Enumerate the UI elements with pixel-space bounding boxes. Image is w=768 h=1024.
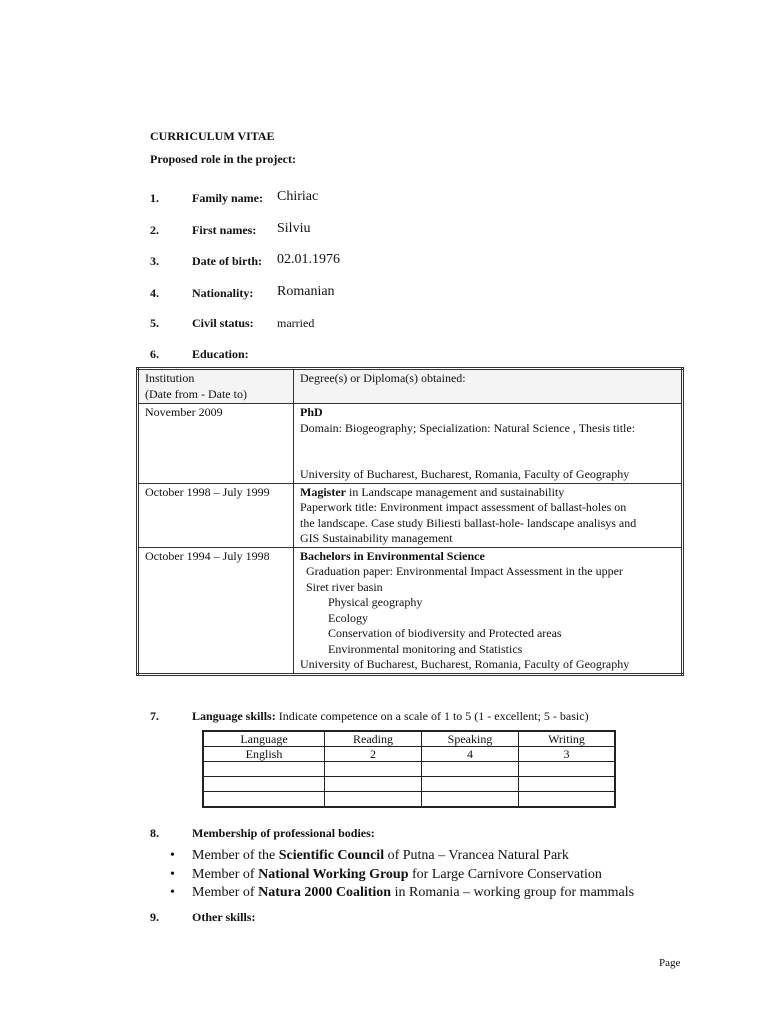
education-date: October 1994 – July 1998	[138, 547, 294, 674]
reading-cell: 2	[325, 747, 422, 762]
speaking-cell: 4	[422, 747, 519, 762]
university-line: University of Bucharest, Bucharest, Romania, Faculty of Geography	[300, 657, 630, 671]
education-row-magister	[138, 483, 683, 547]
reading-cell	[325, 777, 422, 792]
writing-column-header: Writing	[519, 731, 616, 747]
degree-detail-line: Siret river basin	[306, 579, 383, 594]
section-number: 8.	[150, 826, 159, 840]
degree-detail-line: the landscape. Case study Biliesti ballast-hole- landscape analisys and	[300, 515, 637, 530]
field-number: 3.	[150, 254, 159, 268]
membership-text: for Large Carnivore Conservation	[408, 866, 602, 882]
date-range-header-line: (Date from - Date to)	[145, 386, 247, 401]
language-cell: English	[203, 747, 325, 762]
degree-title: Magister	[300, 484, 346, 499]
education-heading: Education:	[192, 347, 249, 361]
membership-text: Member of	[192, 885, 259, 900]
bullet-icon: •	[170, 848, 175, 863]
degree-subject: in Landscape management and sustainability	[345, 484, 565, 499]
degree-title: PhD	[300, 405, 323, 419]
degree-detail-line: Graduation paper: Environmental Impact Assessment in the upper	[306, 564, 623, 578]
first-names-value: Silviu	[277, 221, 311, 236]
speaking-column-header: Speaking	[422, 731, 519, 747]
membership-body-name: National Working Group	[258, 866, 409, 882]
speaking-cell	[422, 777, 519, 792]
language-table-header	[203, 731, 615, 747]
section-number: 9.	[150, 910, 159, 924]
membership-text: Member of the	[192, 848, 279, 863]
field-number: 2.	[150, 223, 159, 237]
degree-title: Bachelors in Environmental Science	[300, 548, 485, 563]
degree-header-text: Degree(s) or Diploma(s) obtained:	[300, 371, 466, 385]
language-column-header: Language	[203, 731, 325, 747]
reading-cell	[325, 792, 422, 808]
civil-status-label: Civil status:	[192, 316, 254, 330]
education-details	[294, 483, 683, 547]
section-number: 6.	[150, 347, 159, 361]
bullet-icon: •	[170, 885, 175, 900]
membership-item	[170, 884, 634, 903]
membership-heading: Membership of professional bodies:	[192, 826, 375, 840]
membership-body-name: Scientific Council	[278, 848, 385, 863]
language-skills-description: Indicate competence on a scale of 1 to 5 (1 - excellent; 5 - basic)	[275, 709, 589, 723]
reading-column-header: Reading	[325, 731, 422, 747]
field-number: 4.	[150, 286, 159, 300]
education-date: October 1998 – July 1999	[138, 483, 294, 547]
degree-header	[294, 369, 683, 404]
membership-item	[170, 847, 634, 866]
field-number: 1.	[150, 191, 159, 205]
family-name-label: Family name:	[192, 191, 263, 205]
degree-detail-line: GIS Sustainability management	[300, 531, 453, 545]
document-title: CURRICULUM VITAE	[150, 129, 275, 143]
subject-item: Conservation of biodiversity and Protected areas	[328, 626, 562, 640]
education-row-phd	[138, 404, 683, 484]
degree-detail-line: Paperwork title: Environment impact assessment of ballast-holes on	[300, 500, 627, 514]
family-name-value: Chiriac	[277, 189, 319, 204]
subject-item: Ecology	[328, 610, 368, 625]
writing-cell	[519, 777, 616, 792]
language-row	[203, 762, 615, 777]
education-details	[294, 404, 683, 484]
degree-detail-line: Domain: Biogeography; Specialization: Natural Science , Thesis title:	[300, 420, 636, 435]
writing-cell: 3	[519, 747, 616, 762]
proposed-role-label: Proposed role in the project:	[150, 152, 296, 166]
nationality-value: Romanian	[277, 284, 335, 299]
education-date: November 2009	[138, 404, 294, 484]
writing-cell	[519, 792, 616, 808]
language-cell	[203, 777, 325, 792]
date-of-birth-label: Date of birth:	[192, 254, 262, 268]
education-row-bachelors	[138, 547, 683, 674]
education-details	[294, 547, 683, 674]
section-number: 7.	[150, 709, 159, 723]
institution-header-line: Institution	[145, 371, 195, 385]
language-cell	[203, 792, 325, 808]
language-table	[202, 730, 616, 808]
membership-text: of Putna – Vrancea Natural Park	[384, 848, 569, 863]
other-skills-heading: Other skills:	[192, 910, 256, 924]
education-table	[136, 367, 684, 676]
page-footer-label: Page	[659, 957, 681, 969]
civil-status-value: married	[277, 316, 315, 330]
membership-body-name: Natura 2000 Coalition	[258, 885, 392, 900]
language-row	[203, 792, 615, 808]
reading-cell	[325, 762, 422, 777]
language-row	[203, 777, 615, 792]
field-number: 5.	[150, 316, 159, 330]
subject-item: Environmental monitoring and Statistics	[328, 641, 523, 656]
membership-text: in Romania – working group for mammals	[391, 885, 635, 900]
writing-cell	[519, 762, 616, 777]
language-cell	[203, 762, 325, 777]
university-line: University of Bucharest, Bucharest, Romania, Faculty of Geography	[300, 467, 630, 481]
membership-item	[170, 866, 634, 885]
language-skills-line	[192, 709, 589, 724]
bullet-icon: •	[170, 866, 175, 882]
subject-item: Physical geography	[328, 595, 423, 609]
nationality-label: Nationality:	[192, 286, 254, 300]
date-of-birth-value: 02.01.1976	[277, 252, 340, 267]
language-row	[203, 747, 615, 762]
first-names-label: First names:	[192, 223, 257, 237]
degree-title-line	[300, 485, 676, 501]
membership-text: Member of	[192, 866, 259, 882]
language-skills-heading: Language skills:	[192, 709, 276, 723]
institution-header	[138, 369, 294, 404]
education-table-header	[138, 369, 683, 404]
speaking-cell	[422, 792, 519, 808]
membership-list	[170, 847, 634, 903]
speaking-cell	[422, 762, 519, 777]
